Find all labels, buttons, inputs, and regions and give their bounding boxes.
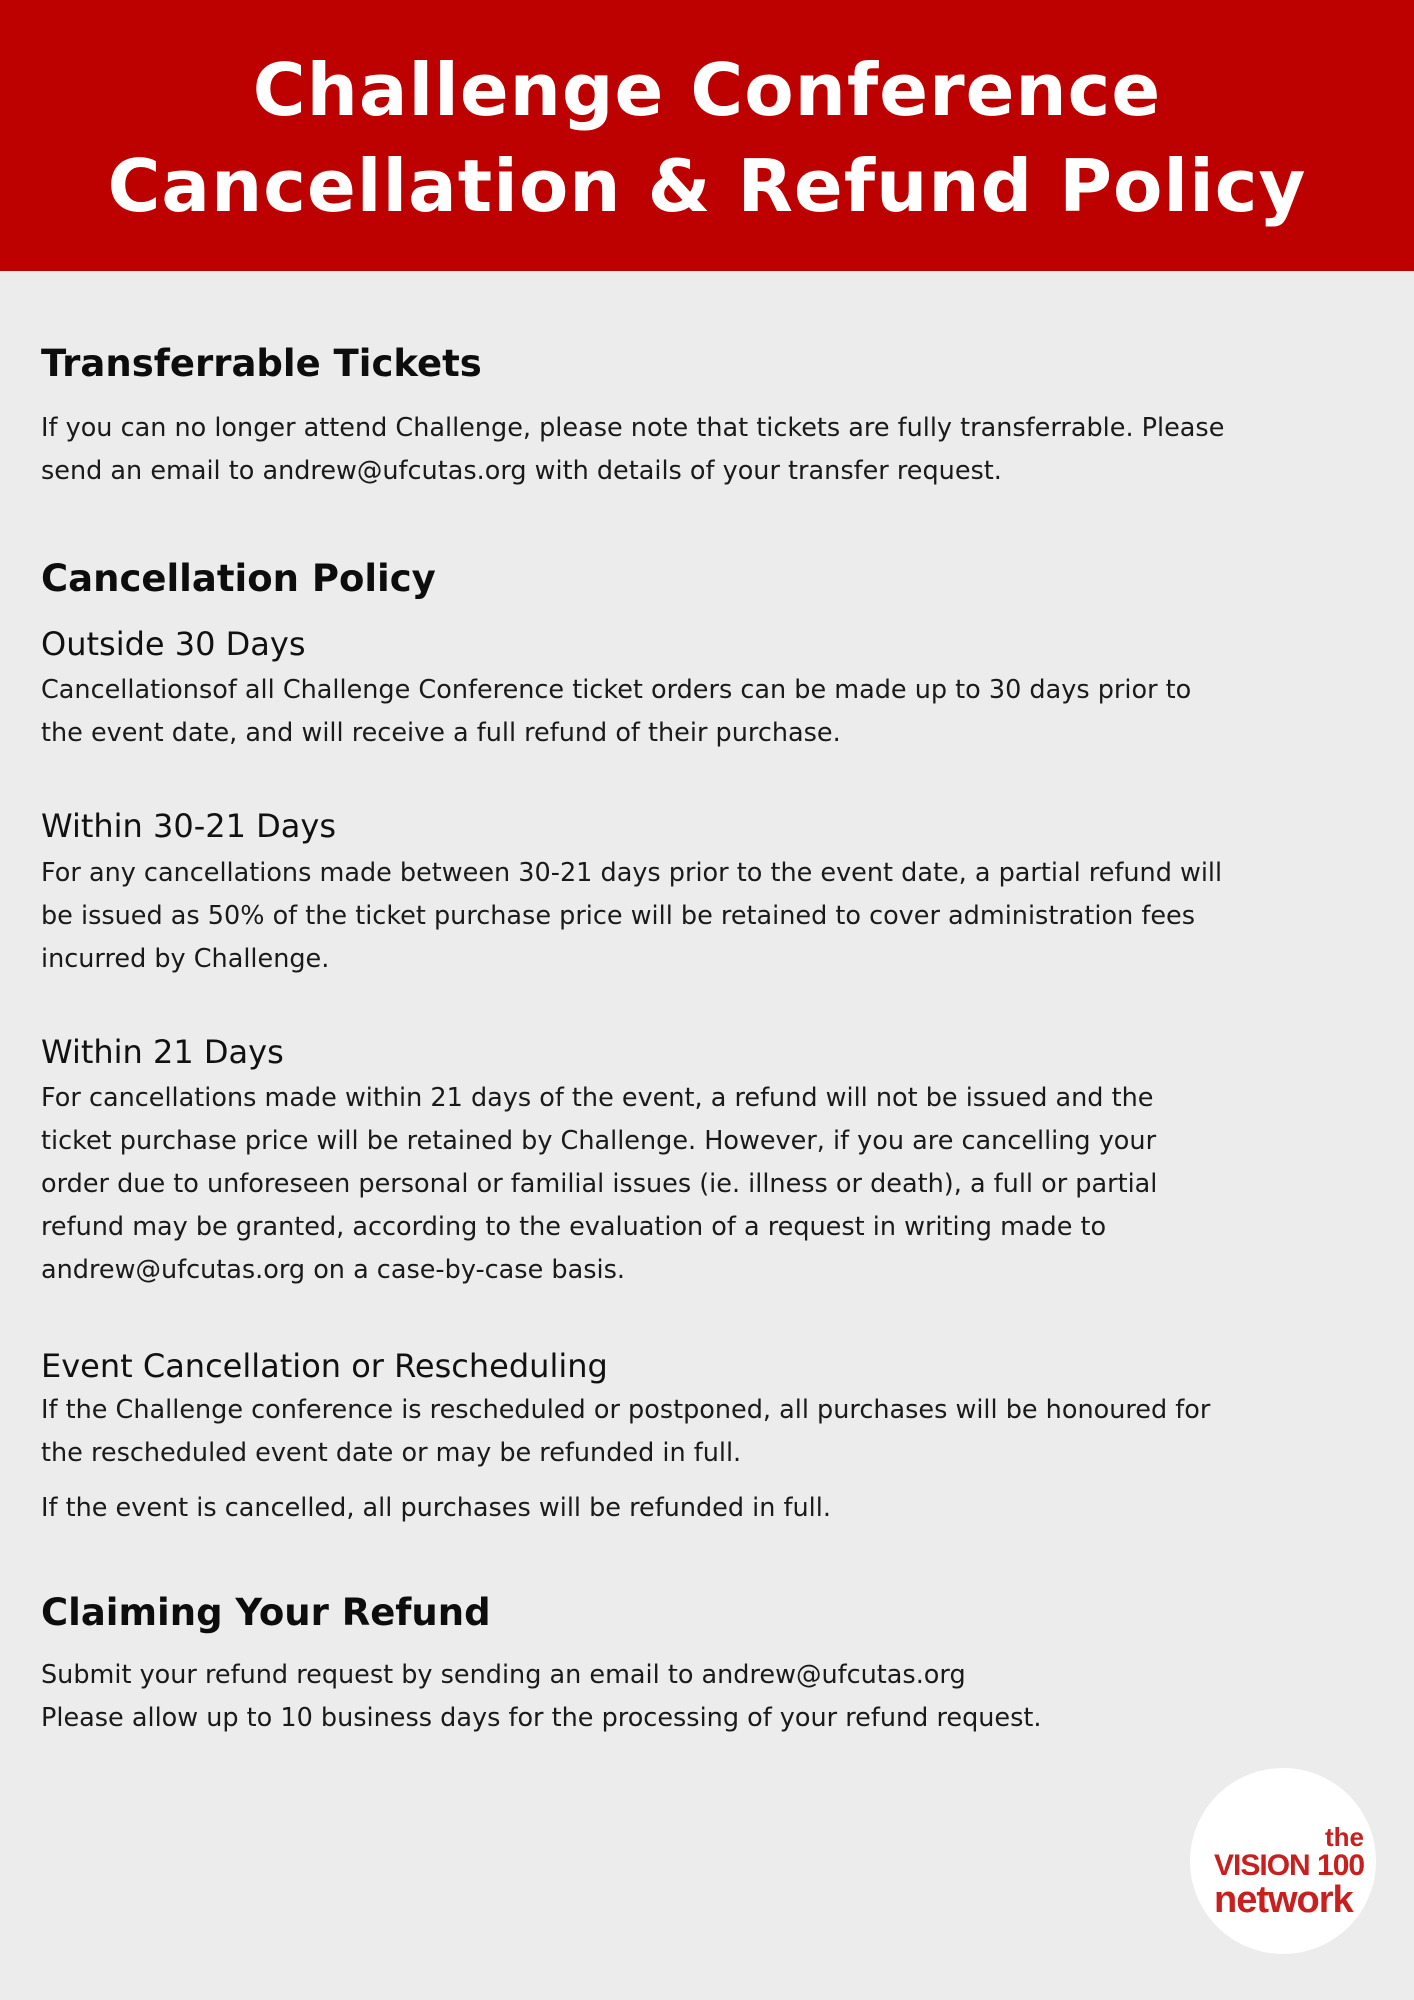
logo-the-text: the	[1325, 1822, 1364, 1852]
transferable-text-line: If you can no longer attend Challenge, please note that tickets are fully transferrable. Please	[41, 413, 1225, 443]
within-21-text-line: refund may be granted, according to the evaluation of a request in writing made to	[41, 1212, 1107, 1242]
cancellation-policy-heading: Cancellation Policy	[41, 557, 436, 600]
page-header	[0, 0, 1414, 271]
page-title-line-2: Cancellation & Refund Policy	[107, 144, 1307, 228]
event-cancellation-heading: Event Cancellation or Rescheduling	[41, 1347, 608, 1385]
outside-30-text-line: the event date, and will receive a full refund of their purchase.	[41, 718, 841, 748]
event-cancelled-text	[41, 1487, 1381, 1530]
page-title-line-1: Challenge Conference	[252, 48, 1162, 132]
transferable-text-line: send an email to andrew@ufcutas.org with details of your transfer request.	[41, 456, 1002, 486]
outside-30-days-text	[41, 669, 1381, 755]
transferable-tickets-heading: Transferrable Tickets	[41, 342, 482, 385]
within-21-days-text	[41, 1077, 1381, 1292]
within-30-21-text-line: be issued as 50% of the ticket purchase price will be retained to cover administration fees	[41, 901, 1196, 931]
within-30-21-days-text	[41, 852, 1381, 981]
within-21-days-heading: Within 21 Days	[41, 1033, 284, 1071]
claiming-text-line: Submit your refund request by sending an email to andrew@ufcutas.org	[41, 1660, 966, 1690]
within-21-text-line: For cancellations made within 21 days of the event, a refund will not be issued and the	[41, 1083, 1154, 1113]
within-30-21-days-heading: Within 30-21 Days	[41, 807, 337, 845]
within-21-text-line: ticket purchase price will be retained by Challenge. However, if you are cancelling your	[41, 1126, 1157, 1156]
claiming-refund-text	[41, 1654, 1381, 1740]
event-cancellation-text-line: If the Challenge conference is rescheduled or postponed, all purchases will be honoured for	[41, 1395, 1211, 1425]
logo-vision-text: VISION 100	[1214, 1849, 1365, 1882]
within-30-21-text-line: incurred by Challenge.	[41, 944, 330, 974]
event-cancellation-text-line: the rescheduled event date or may be refunded in full.	[41, 1438, 742, 1468]
within-30-21-text-line: For any cancellations made between 30-21 days prior to the event date, a partial refund will	[41, 858, 1223, 888]
logo-network-text: network	[1214, 1879, 1353, 1921]
claiming-text-line: Please allow up to 10 business days for the processing of your refund request.	[41, 1703, 1042, 1733]
claiming-refund-heading: Claiming Your Refund	[41, 1591, 491, 1634]
vision-100-network-logo	[1190, 1768, 1376, 1954]
within-21-text-line: andrew@ufcutas.org on a case-by-case basis.	[41, 1255, 625, 1285]
within-21-text-line: order due to unforeseen personal or familial issues (ie. illness or death), a full or partial	[41, 1169, 1158, 1199]
event-cancelled-text-line: If the event is cancelled, all purchases will be refunded in full.	[41, 1493, 831, 1523]
transferable-tickets-text	[41, 407, 1381, 493]
event-cancellation-text	[41, 1389, 1381, 1475]
outside-30-days-heading: Outside 30 Days	[41, 625, 306, 663]
outside-30-text-line: Cancellationsof all Challenge Conference ticket orders can be made up to 30 days prior to	[41, 675, 1192, 705]
